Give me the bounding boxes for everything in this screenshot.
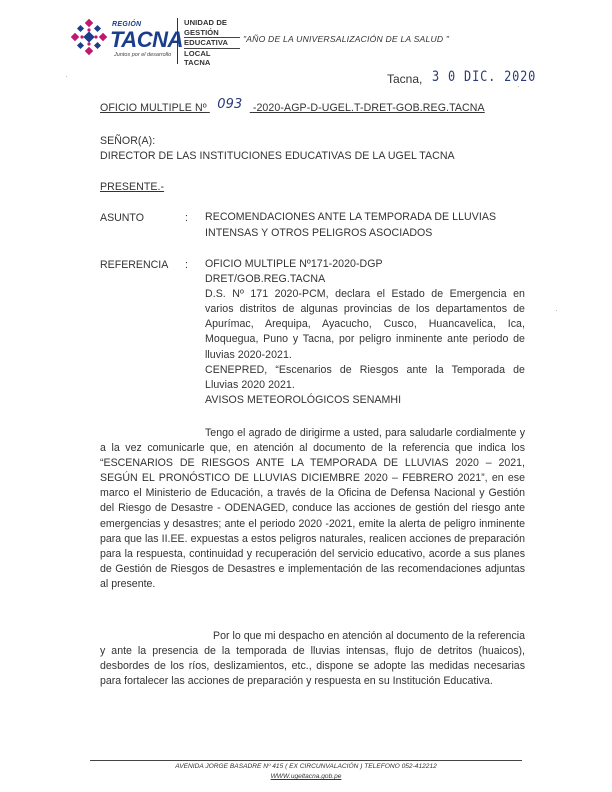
ugel-logo-icon [70, 18, 108, 56]
scan-speck [518, 86, 519, 87]
oficio-prefix: OFICIO MULTIPLE Nº [100, 102, 207, 114]
asunto-colon: : [185, 212, 188, 224]
year-motto: "AÑO DE LA UNIVERSALIZACIÓN DE LA SALUD " [243, 34, 450, 44]
recipient: DIRECTOR DE LAS INSTITUCIONES EDUCATIVAS DE LA UGEL TACNA [100, 150, 455, 162]
referencia-item-2: D.S. Nº 171 2020-PCM, declara el Estado de Emergencia en varios distritos de algunas provincias de los departamentos de Apurímac, Arequipa, Ayacucho, Cusco, Huancavelica, Ica, Moquegua, Puno y Tacna, por peligro inminente ante periodo de lluvias 2020-2021. [205, 288, 525, 361]
logo-region-label: REGIÓN [112, 21, 142, 28]
unit-line-2: GESTIÓN [184, 27, 219, 37]
referencia-item-4: AVISOS METEOROLÓGICOS SENAMHI [205, 393, 402, 406]
logo-name: TACNA [110, 27, 183, 52]
oficio-handwritten-number: 093 [217, 97, 243, 112]
referencia-list [205, 257, 525, 408]
date-stamp: 3 0 DIC. 2020 [432, 69, 537, 85]
unit-line-3: EDUCATIVA [184, 38, 229, 48]
logo-tagline: Juntos por el desarrollo [114, 52, 172, 58]
body-paragraph-2: Por lo que mi despacho en atención al documento de la referencia y ante la presencia de la temporada de lluvias intensas, flujo de detritos (huaicos), desbordes de los ríos, deslizamientos, etc., dispone se adopte las medidas necesarias para fortalecer las acciones de preparación y respuesta en su Institución Educativa. [100, 630, 525, 688]
scan-speck [556, 310, 557, 311]
asunto-label: ASUNTO [100, 212, 144, 224]
oficio-suffix: -2020-AGP-D-UGEL.T-DRET-GOB.REG.TACNA [252, 102, 485, 114]
footer-address: AVENIDA JORGE BASADRE Nº 415 ( EX CIRCUNVALACIÓN ) TELEFONO 052-412212 [175, 763, 437, 770]
asunto-line-1: RECOMENDACIONES ANTE LA TEMPORADA DE LLUVIAS [205, 211, 497, 223]
unit-line-1: UNIDAD DE [184, 18, 228, 27]
referencia-item-1b: DRET/GOB.REG.TACNA [205, 273, 326, 286]
scan-speck [66, 76, 67, 77]
referencia-item-1: OFICIO MULTIPLE Nº171-2020-DGP [205, 258, 383, 270]
referencia-colon: : [185, 259, 188, 271]
asunto-text [205, 210, 525, 241]
ugel-unit-block [177, 18, 239, 68]
referencia-item-3: CENEPRED, “Escenarios de Riesgos ante la Temporada de Lluvias 2020 2021. [205, 363, 525, 391]
footer-divider [90, 760, 522, 761]
unit-line-4: LOCAL TACNA [184, 48, 211, 68]
presente: PRESENTE.- [100, 181, 165, 193]
oficio-number-line [100, 97, 485, 115]
asunto-line-2: INTENSAS Y OTROS PELIGROS ASOCIADOS [205, 226, 433, 239]
referencia-label: REFERENCIA [100, 259, 169, 271]
date-place: Tacna, [387, 72, 423, 86]
body-paragraph-1: Tengo el agrado de dirigirme a usted, para saludarle cordialmente y a la vez comunicarle que, en atención al documento de la referencia que indica los “ESCENARIOS DE RIESGOS ANTE LA TEMPORADA DE LLUVIAS 2020 – 2021, SEGÚN EL PRONÓSTICO DE LLUVIAS DICIEMBRE 2020 – FEBRERO 2021”, en ese marco el Ministerio de Educación, a través de la Oficina de Defensa Nacional y Gestión del Riesgo de Desastre - ODENAGED, conduce las acciones de gestión del riesgo ante emergencias y desastres; ante el periodo 2020 -2021, emite la alerta de peligro inminente para que las II.EE. expuestas a estos peligros naturales, realicen acciones de preparación para la respuesta, continuidad y recuperación del servicio educativo, acorde a sus planes de Gestión de Riesgos de Desastres e implementación de las recomendaciones adjuntas al presente. [100, 427, 525, 590]
salutation: SEÑOR(A): [100, 135, 156, 147]
footer-website-link[interactable]: WWW.ugeltacna.gob.pe [270, 773, 342, 780]
